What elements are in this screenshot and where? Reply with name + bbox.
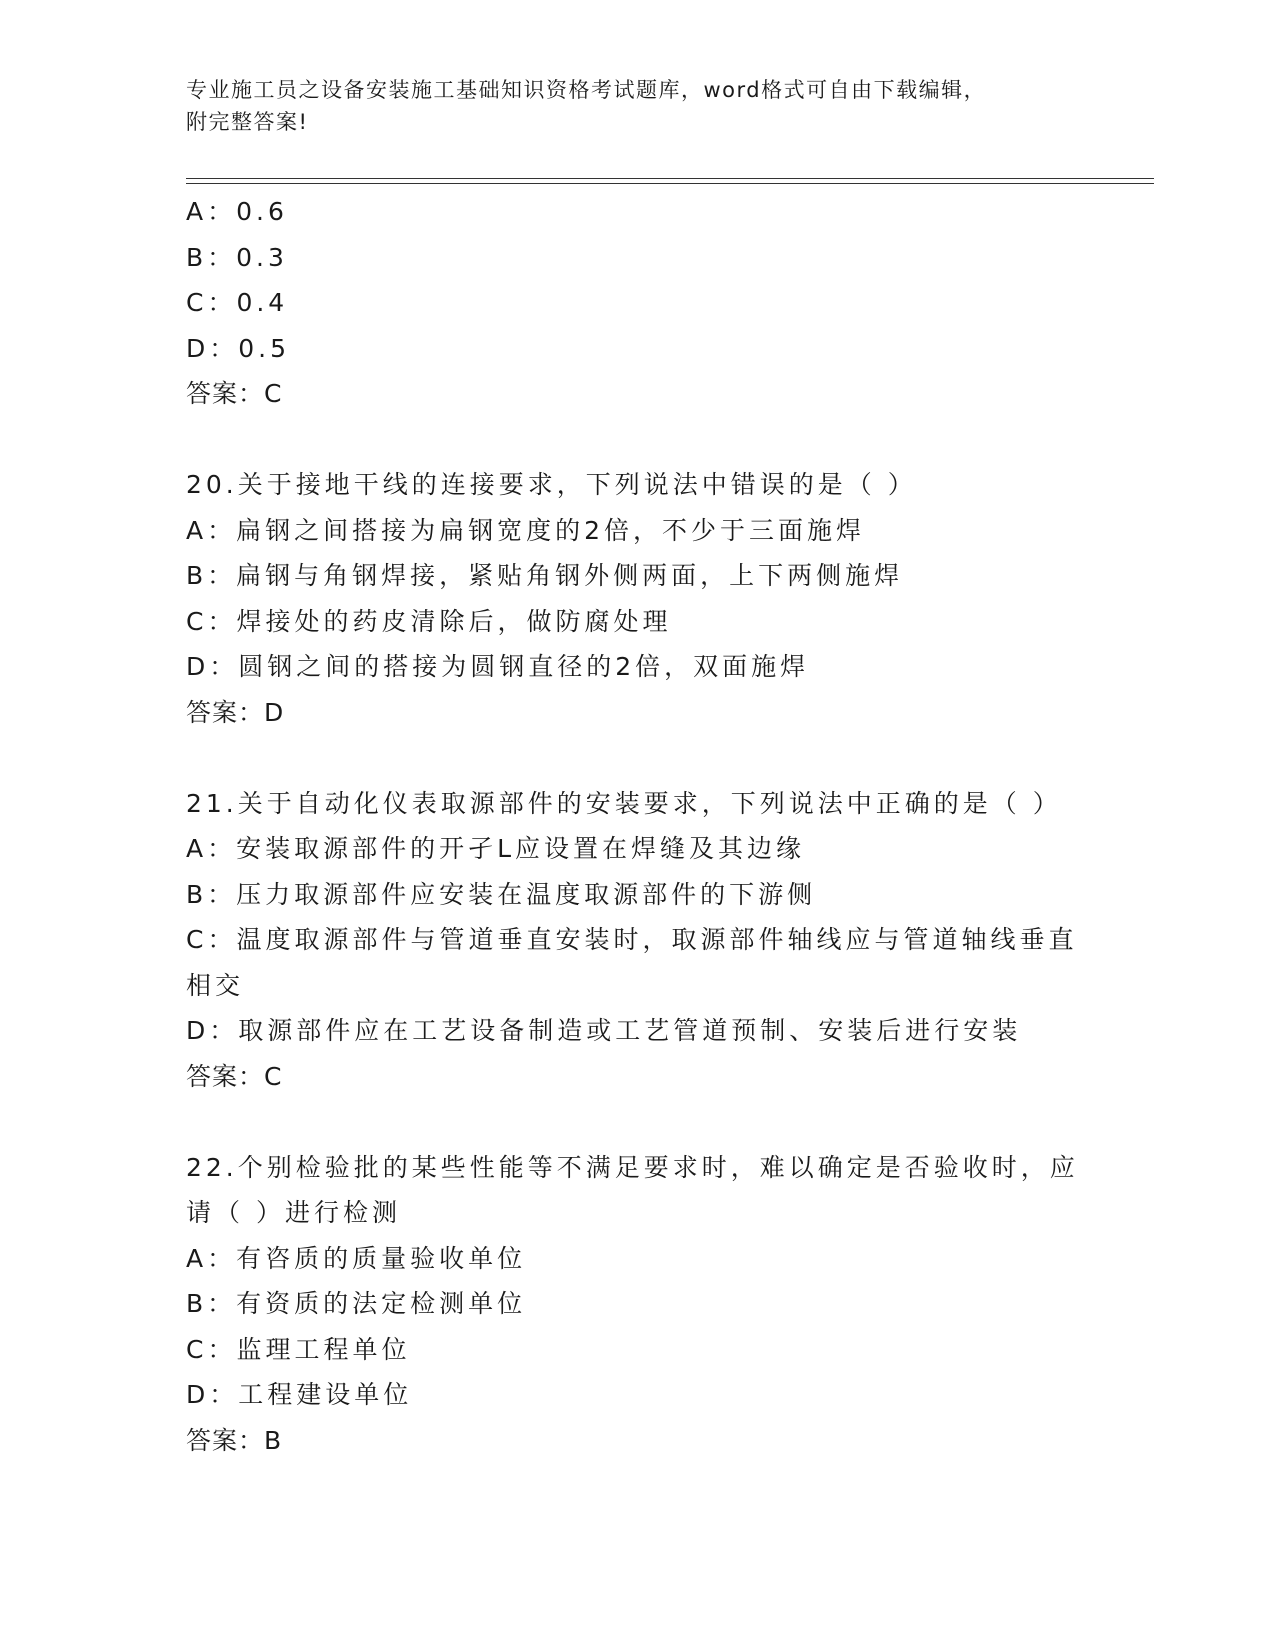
answer: 答案：D	[186, 697, 285, 727]
option-a: A：0.6	[186, 197, 288, 226]
question-22	[186, 1145, 1106, 1464]
answer: 答案：C	[186, 379, 283, 408]
header-line-1: 专业施工员之设备安装施工基础知识资格考试题库，word格式可自由下载编辑，	[186, 78, 987, 102]
question-text: 21.关于自动化仪表取源部件的安装要求，下列说法中正确的是（ ）	[186, 788, 1062, 818]
option-a: A：有咨质的质量验收单位	[186, 1243, 527, 1273]
question-21	[186, 781, 1106, 1100]
option-c: C：监理工程单位	[186, 1334, 411, 1364]
option-b: B：扁钢与角钢焊接，紧贴角钢外侧两面，上下两侧施焊	[186, 561, 904, 590]
option-a: A：扁钢之间搭接为扁钢宽度的2倍，不少于三面施焊	[186, 515, 866, 545]
header-rule-bottom	[186, 183, 1154, 184]
option-d: D：0.5	[186, 333, 291, 363]
answer: 答案：B	[186, 1425, 283, 1455]
option-c-continued: 相交	[186, 970, 245, 1000]
option-d: D：取源部件应在工艺设备制造或工艺管道预制、安装后进行安装	[186, 1016, 1022, 1045]
option-c: C：0.4	[186, 288, 289, 317]
question-text-line-1: 22.个别检验批的某些性能等不满足要求时，难以确定是否验收时，应	[186, 1152, 1079, 1182]
option-b: B：压力取源部件应安装在温度取源部件的下游侧	[186, 879, 817, 909]
header-line-2: 附完整答案!	[186, 110, 309, 134]
document-header	[186, 74, 1066, 138]
question-19	[186, 189, 1106, 417]
question-20	[186, 462, 1106, 735]
option-a: A：安装取源部件的开孑L应设置在焊缝及其边缘	[186, 834, 806, 863]
option-d: D：工程建设单位	[186, 1380, 413, 1409]
question-text: 20.关于接地干线的连接要求，下列说法中错误的是（ ）	[186, 470, 917, 499]
question-text-line-2: 请（ ）进行检测	[186, 1198, 401, 1227]
option-c: C：焊接处的药皮清除后，做防腐处理	[186, 606, 672, 636]
header-rule-top	[186, 178, 1154, 179]
option-b: B：0.3	[186, 242, 288, 272]
option-d: D：圆钢之间的搭接为圆钢直径的2倍，双面施焊	[186, 652, 810, 681]
answer: 答案：C	[186, 1061, 283, 1091]
option-b: B：有资质的法定检测单位	[186, 1289, 527, 1318]
option-c: C：温度取源部件与管道垂直安装时，取源部件轴线应与管道轴线垂直	[186, 925, 1078, 954]
question-list	[186, 189, 1106, 1463]
